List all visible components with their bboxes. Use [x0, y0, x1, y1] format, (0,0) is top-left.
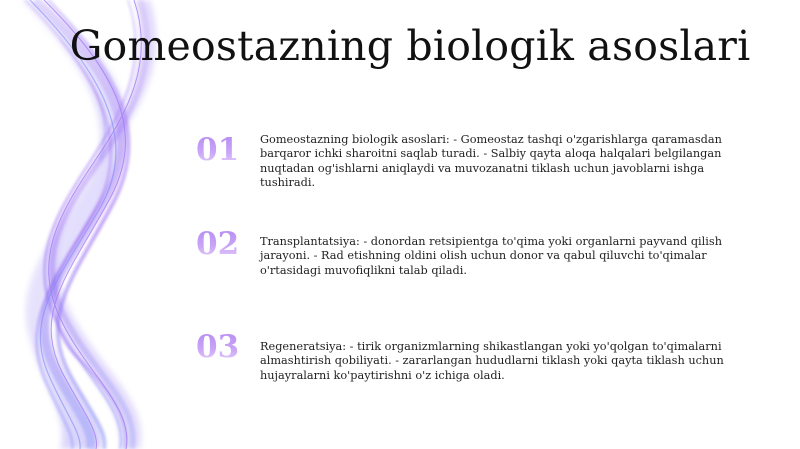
item-text: Gomeostazning biologik asoslari: - Gomeostaz tashqi o'zgarishlarga qaramasdan barqaror ichki sharoitni saqlab turadi. - Salbiy qayta aloqa halqalari belgilangan nuqtadan og'ishlarni aniqlaydi va muvozanatni tiklash uchun javoblarni ishga tushiradi.	[260, 133, 722, 190]
item-number: 01	[196, 133, 256, 167]
item-text: Transplantatsiya: - donordan retsipientga to'qima yoki organlarni payvand qilish jarayoni. - Rad etishning oldini olish uchun donor va qabul qiluvchi to'qimalar o'rtasidagi muvofiqlikni talab qiladi.	[260, 235, 722, 277]
item-number: 03	[196, 330, 256, 364]
item-text: Regeneratsiya: - tirik organizmlarning shikastlangan yoki yo'qolgan to'qimalarni almashtirish qobiliyati. - zararlangan hududlarni tiklash yoki qayta tiklash uchun hujayralarni ko'paytirishni o'z ichiga oladi.	[260, 340, 724, 382]
item-number: 02	[196, 227, 256, 261]
page-title: Gomeostazning biologik asoslari	[69, 22, 751, 70]
